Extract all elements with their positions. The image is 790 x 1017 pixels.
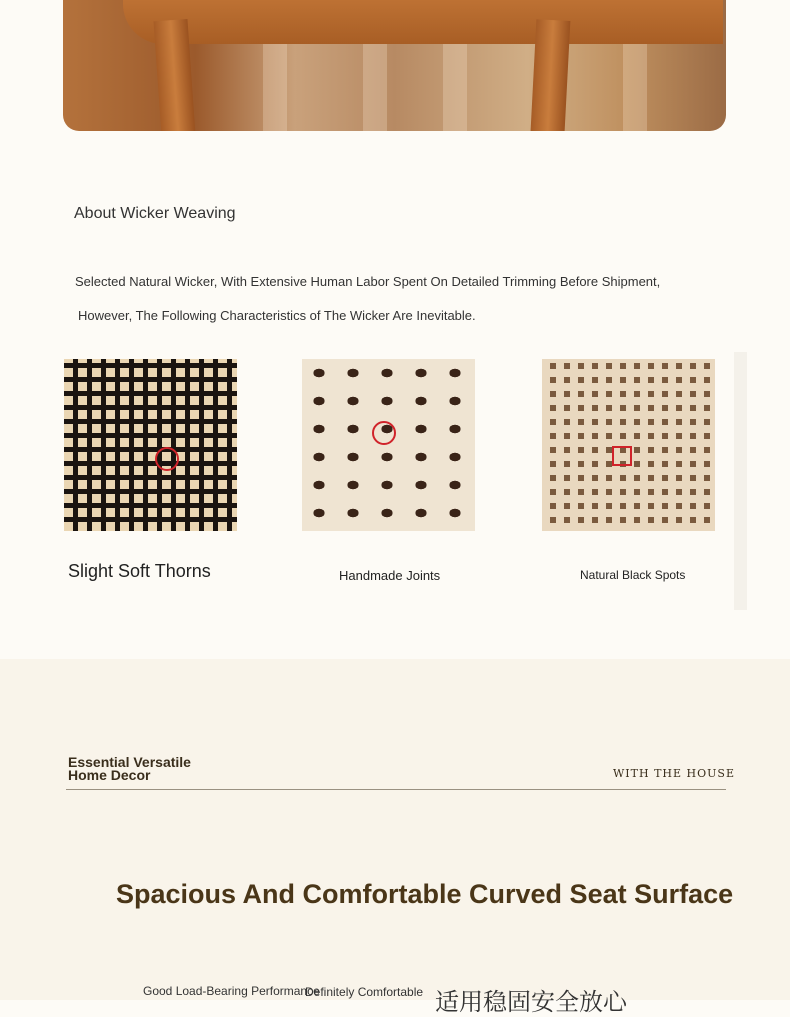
black-spots-image (542, 359, 715, 531)
feature-item: Definitely Comfortable (305, 985, 424, 999)
divider (66, 789, 726, 790)
feature-item: Good Load-Bearing Performance (143, 984, 320, 998)
section-title-line: Essential Versatile (68, 754, 191, 770)
hero-chair-image (63, 0, 726, 131)
handmade-joints-image (302, 359, 475, 531)
highlight-circle-marker (155, 447, 179, 471)
about-line-2: However, The Following Characteristics of The Wicker Are Inevitable. (78, 308, 476, 323)
section-title-line: Home Decor (68, 767, 151, 783)
home-decor-section (0, 659, 790, 1000)
highlight-circle-marker (372, 421, 396, 445)
feature-heading: Spacious And Comfortable Curved Seat Surface (116, 879, 734, 909)
section-tagline: WITH THE HOUSE (613, 767, 735, 780)
characteristic-label: Handmade Joints (339, 568, 441, 583)
section-title (68, 756, 191, 782)
soft-thorns-image (64, 359, 237, 531)
about-line-1: Selected Natural Wicker, With Extensive Human Labor Spent On Detailed Trimming Before Shipment, (75, 274, 661, 289)
feature-item: 适用稳固安全放心 (435, 988, 627, 1016)
about-description (75, 265, 700, 333)
characteristic-label: Slight Soft Thorns (68, 561, 211, 581)
highlight-square-marker (612, 446, 632, 466)
about-title: About Wicker Weaving (74, 205, 236, 222)
characteristic-label: Natural Black Spots (580, 568, 686, 582)
carousel-next-edge (734, 352, 747, 610)
